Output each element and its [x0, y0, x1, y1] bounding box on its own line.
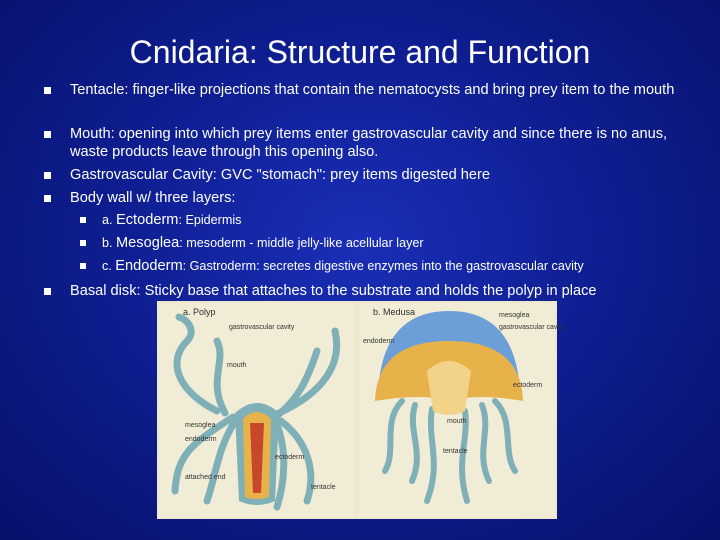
polyp-label-endoderm: endoderm — [185, 436, 217, 443]
subbullet-term: Ectoderm — [116, 212, 179, 228]
subbullet-text: : mesoderm - middle jelly-like — [179, 236, 346, 250]
subbullet-prefix: a. — [102, 213, 113, 227]
subbullet-text: : Epidermis — [178, 213, 242, 227]
polyp-label-gvc: gastrovascular cavity — [229, 324, 295, 331]
bullet-body-wall — [44, 189, 684, 207]
subbullet-suffix: layer — [392, 236, 424, 250]
bullet-square-icon — [80, 263, 86, 269]
medusa-label-mesoglea: mesoglea — [499, 312, 530, 319]
medusa-label-endoderm: endoderm — [363, 338, 395, 345]
medusa-manubrium — [427, 361, 471, 415]
subbullet-text: : Gastroderm: secretes digestive enzymes into the gastrovascular cavity — [182, 259, 584, 273]
subbullet-prefix: b. — [102, 236, 113, 250]
medusa-label-mouth: mouth — [447, 418, 467, 425]
bullet-text: : Sticky base that attaches to the substrate and holds the polyp in place — [136, 283, 597, 299]
cnidaria-figure — [157, 301, 565, 519]
bullet-text: : opening into which prey items enter gastrovascular cavity and since there is no anus, waste products leave through this opening also. — [70, 126, 668, 160]
polyp-panel-label: a. Polyp — [183, 307, 216, 317]
bullet-term: Basal disk — [70, 283, 137, 299]
bullet-text: : GVC "stomach": prey items digested here — [212, 167, 490, 183]
bullet-basal-disk — [44, 282, 684, 300]
bullet-square-icon — [44, 288, 51, 295]
polyp-label-mouth: mouth — [227, 362, 247, 369]
bullet-square-icon — [44, 172, 51, 179]
polyp-label-tentacle: tentacle — [311, 484, 336, 491]
bullet-square-icon — [44, 87, 51, 94]
bullet-square-icon — [44, 195, 51, 202]
medusa-label-tentacle: tentacle — [443, 448, 468, 455]
slide-title: Cnidaria: Structure and Function — [129, 34, 591, 70]
bullet-mouth — [44, 125, 684, 161]
polyp-label-ectoderm: ectoderm — [275, 454, 305, 461]
subbullet-prefix: c. — [102, 259, 112, 273]
subbullet-term: Endoderm — [115, 258, 183, 274]
bullet-tentacle — [44, 81, 684, 117]
subbullet-highlight: acellular — [345, 236, 393, 250]
bullet-square-icon — [80, 240, 86, 246]
bullet-gvc — [44, 166, 684, 184]
bullet-term: Body wall w/ three layers: — [70, 190, 236, 206]
subbullet-ectoderm — [44, 209, 684, 232]
subbullet-mesoglea — [44, 232, 684, 255]
bullet-term: Mouth — [70, 126, 111, 142]
medusa-label-gvc: gastrovascular cavity — [499, 324, 565, 331]
bullet-list — [44, 81, 684, 300]
bullet-square-icon — [44, 131, 51, 138]
subbullet-endoderm — [44, 255, 684, 278]
polyp-medusa-diagram — [157, 301, 565, 519]
subbullet-term: Mesoglea — [116, 235, 180, 251]
bullet-text: : finger-like projections that contain the nematocysts and bring prey item to the mouth — [124, 82, 675, 98]
bullet-term: Tentacle — [70, 82, 125, 98]
medusa-label-ectoderm: ectoderm — [513, 382, 543, 389]
bullet-term: Gastrovascular Cavity — [70, 167, 213, 183]
polyp-label-attached-end: attached end — [185, 474, 226, 481]
medusa-panel-label: b. Medusa — [373, 307, 416, 317]
polyp-label-mesoglea: mesoglea — [185, 422, 216, 429]
bullet-square-icon — [80, 217, 86, 223]
